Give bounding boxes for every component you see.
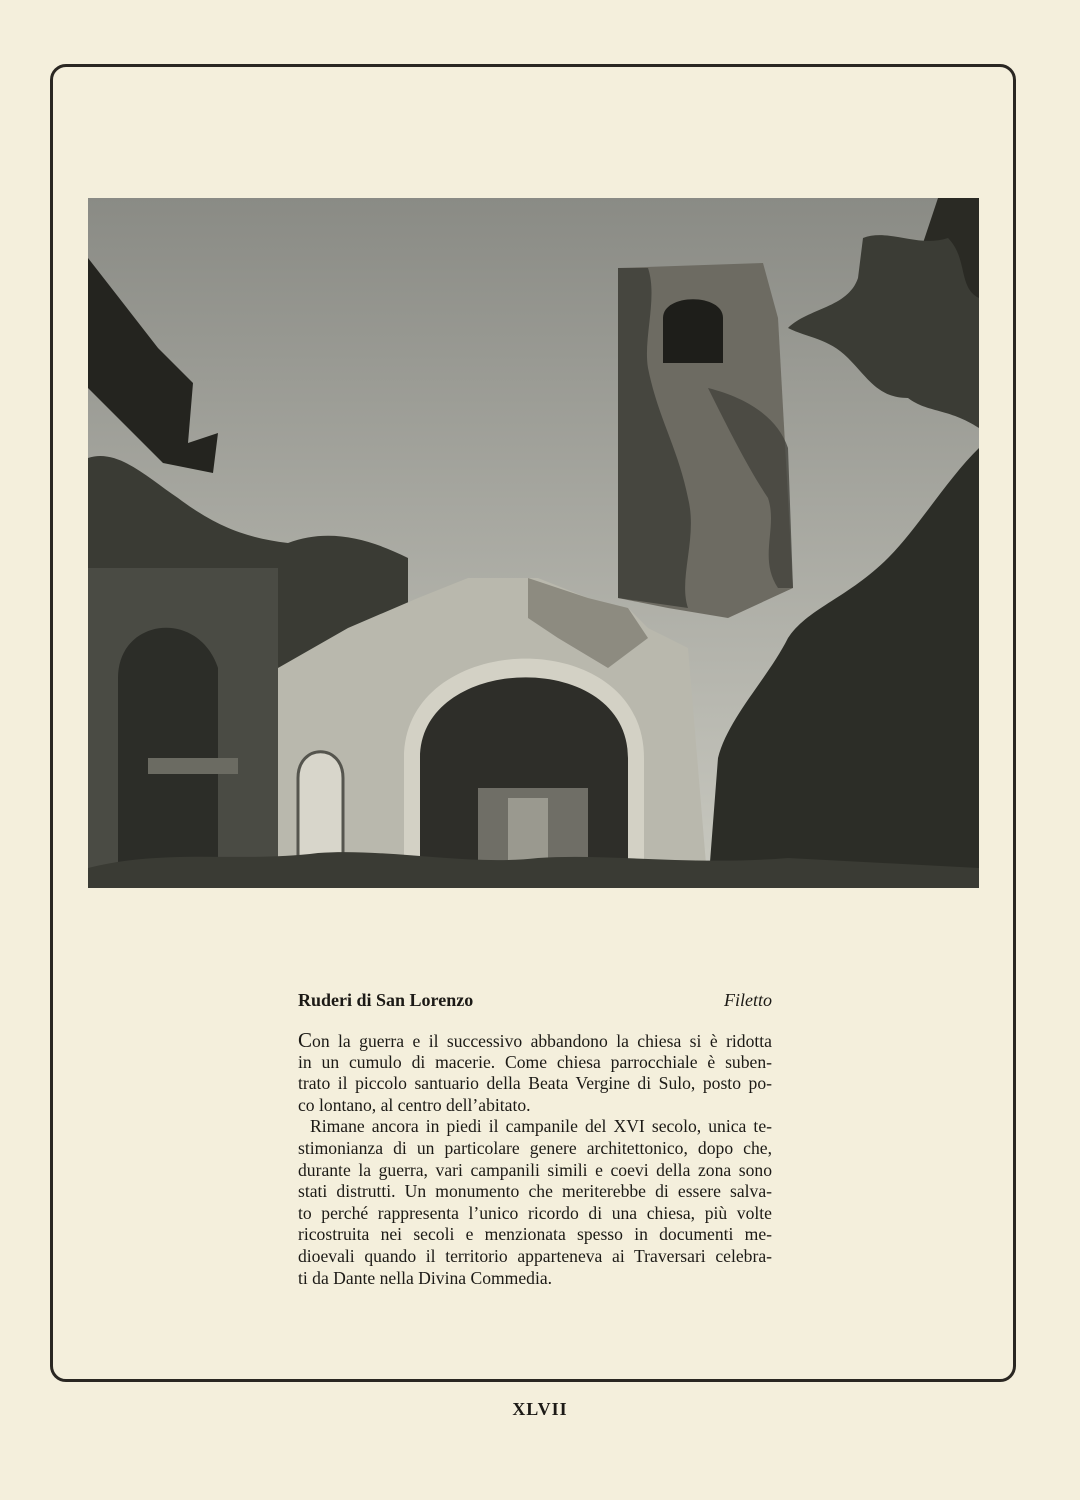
text-line: to perché rappresenta l’unico ricordo di una chiesa, più volte [298,1202,772,1223]
text-line: in un cumulo di macerie. Come chiesa parrocchiale è suben- [298,1051,772,1072]
text-line: Con la guerra e il successivo abbandono la chiesa si è ridotta [298,1028,772,1052]
drop-cap: C [298,1028,313,1052]
caption-title: Ruderi di San Lorenzo [298,990,474,1010]
body-text [298,1030,772,1289]
text-line: dioevali quando il territorio apparteneva ai Traversari celebra- [298,1245,772,1266]
text-line: durante la guerra, vari campanili simili e coevi della zona sono [298,1159,772,1180]
text-line: stimonianza di un particolare genere architettonico, dopo che, [298,1137,772,1158]
text-line: ricostruita nei secoli e menzionata spesso in documenti me- [298,1224,772,1245]
photograph-ruins [88,198,979,888]
text-line: co lontano, al centro dell’abitato. [298,1094,531,1115]
caption-place: Filetto [724,990,772,1010]
text-line: ti da Dante nella Divina Commedia. [298,1267,553,1288]
text-line: Rimane ancora in piedi il campanile del XVI secolo, unica te- [310,1116,772,1137]
page-number: XLVII [512,1399,568,1419]
text-line: stati distrutti. Un monumento che meriterebbe di essere salva- [298,1181,772,1202]
text-line: trato il piccolo santuario della Beata Vergine di Sulo, posto po- [298,1073,772,1094]
